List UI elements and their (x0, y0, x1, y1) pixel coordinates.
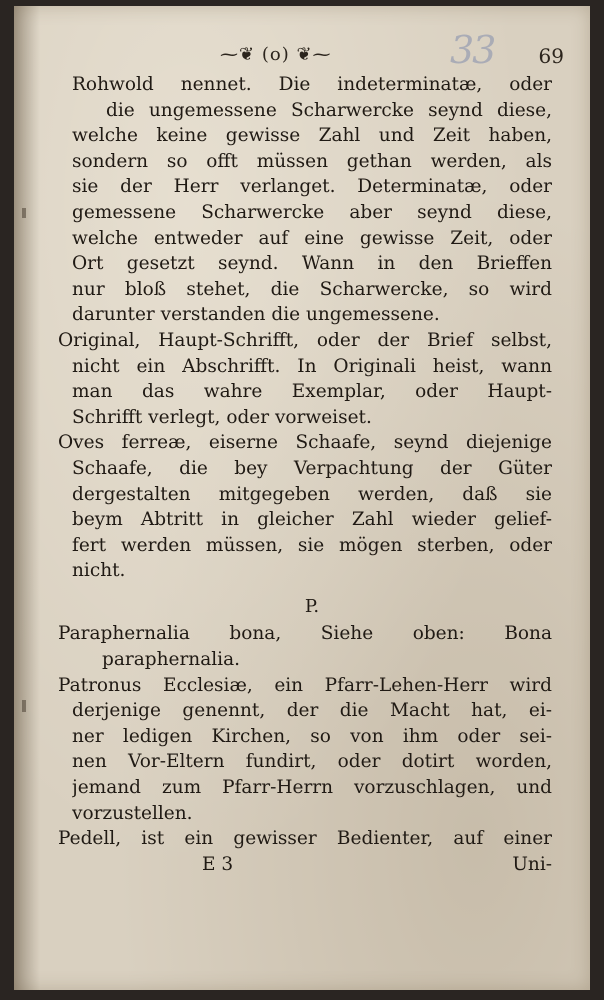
entry-oves-ferreae-first-line: Oves ferreæ, eiserne Schaafe, seynd diejenige (58, 432, 552, 454)
text-line: nen Vor-Eltern fundirt, oder dotirt worden, (72, 751, 552, 773)
text-line: Schaafe, die bey Verpachtung der Güter (72, 457, 552, 479)
running-head-ornament: ⁓❦ (o) ❦⁓ (220, 44, 332, 65)
binding-mark (22, 700, 26, 712)
text-line: derjenige genennt, der die Macht hat, ei- (72, 700, 552, 722)
entry-patronus-first-line: Patronus Ecclesiæ, ein Pfarr-Lehen-Herr wird (58, 674, 552, 696)
text-line: welche entweder auf eine gewisse Zeit, oder (72, 227, 552, 249)
text-line: paraphernalia. (102, 649, 240, 671)
running-head (30, 44, 570, 74)
text-line: welche keine gewisse Zahl und Zeit haben, (72, 125, 552, 147)
entry-paraphernalia-first-line: Paraphernalia bona, Siehe oben: Bona (58, 623, 552, 645)
page-footer (72, 852, 552, 878)
text-line: darunter verstanden die ungemessene. (72, 304, 440, 326)
text-line: Rohwold nennet. Die indeterminatæ, oder (72, 74, 552, 95)
catchword: Uni- (512, 853, 552, 875)
gutter-shadow (14, 6, 40, 990)
text-line: Ort gesetzt seynd. Wann in den Brieffen (72, 253, 552, 275)
entry-original-first-line: Original, Haupt-Schrifft, oder der Brief selbst, (58, 329, 552, 351)
text-line: die ungemessene Scharwercke seynd diese, (106, 99, 552, 121)
text-line: fert werden müssen, sie mögen sterben, oder (72, 534, 552, 556)
text-line: jemand zum Pfarr-Herrn vorzuschlagen, und (72, 777, 552, 799)
text-line: beym Abtritt in gleicher Zahl wieder gelief- (72, 509, 552, 531)
entry-pedell-first-line: Pedell, ist ein gewisser Bedienter, auf einer (58, 828, 552, 850)
ornament-right-flourish: ❦⁓ (296, 44, 332, 65)
binding-mark (22, 208, 26, 218)
text-line: man das wahre Exemplar, oder Haupt- (72, 381, 552, 403)
body-text (58, 72, 552, 877)
ornament-left-flourish: ⁓❦ (220, 44, 256, 65)
text-line: sondern so offt müssen gethan werden, als (72, 150, 552, 172)
text-line: sie der Herr verlanget. Determinatæ, oder (72, 176, 552, 198)
text-line: nicht ein Abschrifft. In Originali heist, wann (72, 355, 552, 377)
handwritten-folio-number: 33 (450, 28, 495, 72)
text-line: nicht. (72, 560, 126, 582)
printer-signature: E 3 (202, 853, 234, 875)
text-line: dergestalten mitgegeben werden, daß sie (72, 483, 552, 505)
page-number: 69 (538, 44, 564, 68)
text-line: Schrifft verlegt, oder vorweiset. (72, 406, 372, 428)
section-letter-heading: P. (304, 595, 320, 617)
text-line: gemessene Scharwercke aber seynd diese, (72, 201, 552, 223)
text-line: nur bloß stehet, die Scharwercke, so wird (72, 278, 552, 300)
text-line: ner ledigen Kirchen, so von ihm oder sei- (72, 725, 552, 747)
text-line: vorzustellen. (72, 802, 193, 824)
